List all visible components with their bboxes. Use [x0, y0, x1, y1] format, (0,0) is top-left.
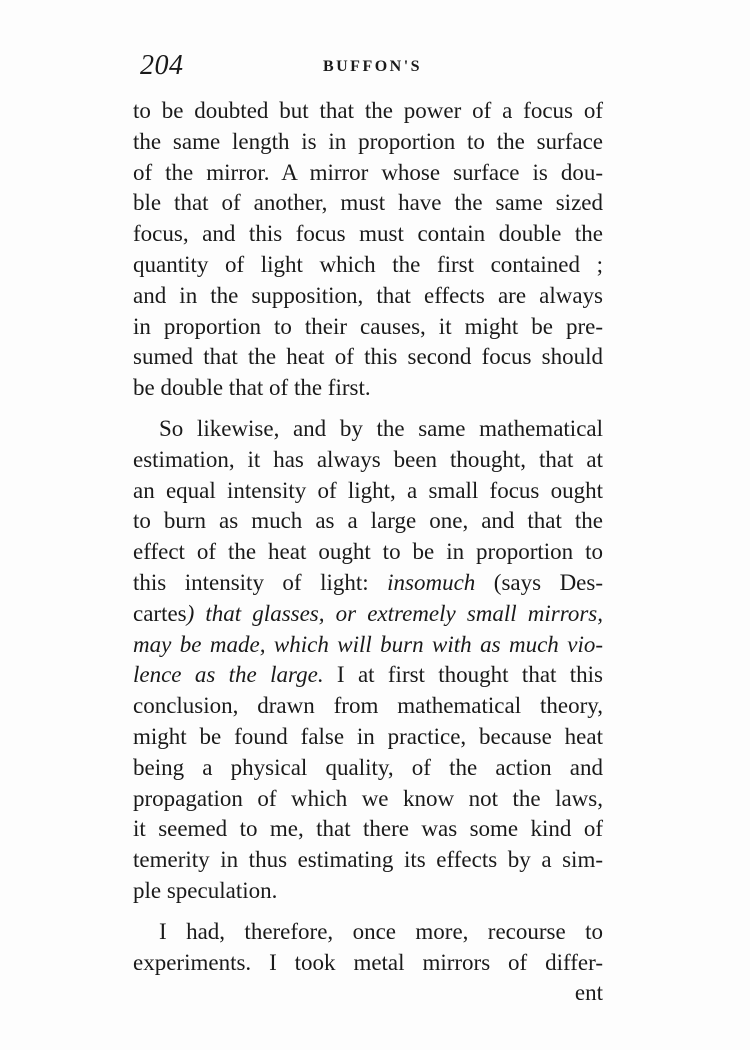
text-line: in proportion to their causes, it might be pre- [133, 313, 603, 339]
text-line [133, 660, 603, 691]
paragraph-gap [133, 907, 603, 917]
italic-run: lence as the large. [133, 662, 324, 688]
text-line: to burn as much as a large one, and that the [133, 508, 603, 534]
text-body [133, 96, 603, 978]
text-line [133, 599, 603, 630]
text-line: ple speculation. [133, 877, 278, 903]
text-run: this intensity of light: [133, 569, 388, 595]
text-line [133, 630, 603, 661]
text-line: might be found false in practice, because heat [133, 723, 603, 749]
text-line: sumed that the heat of this second focus should [133, 344, 603, 370]
italic-run: may be made, which will burn with as much vio- [133, 631, 603, 657]
italic-run: insomuch [387, 569, 476, 595]
text-run: (says Des- [475, 569, 603, 595]
text-line: conclusion, drawn from mathematical theory, [133, 693, 603, 719]
text-run: I at first thought that this [323, 662, 603, 688]
text-line: of the mirror. A mirror whose surface is dou- [133, 159, 603, 185]
text-line: and in the supposition, that effects are always [133, 282, 603, 308]
catchword: ent [574, 980, 603, 1005]
text-line: I had, therefore, once more, recourse to [159, 918, 603, 944]
text-run: cartes [133, 600, 187, 626]
paragraph [133, 414, 603, 907]
text-line [133, 568, 603, 599]
text-line: So likewise, and by the same mathematical [159, 415, 603, 441]
running-title: BUFFON'S [322, 58, 423, 75]
text-line: focus, and this focus must contain double the [133, 221, 603, 247]
text-line: quantity of light which the first contained ; [133, 251, 603, 277]
text-line: propagation of which we know not the laws, [133, 785, 603, 811]
page-number: 204 [140, 50, 184, 81]
text-line: be double that of the first. [133, 375, 371, 401]
text-line: it seemed to me, that there was some kind of [133, 816, 603, 842]
text-line: to be doubted but that the power of a focus of [133, 98, 603, 123]
text-line: effect of the heat ought to be in proportion to [133, 539, 603, 565]
paragraph [133, 96, 603, 404]
text-line: temerity in thus estimating its effects by a sim- [133, 847, 603, 873]
text-line: being a physical quality, of the action and [133, 754, 603, 780]
text-line: ble that of another, must have the same sized [133, 190, 603, 216]
italic-run: ) that glasses, or extremely small mirrors, [186, 600, 603, 626]
paragraph-gap [133, 404, 603, 414]
text-line: the same length is in proportion to the surface [133, 128, 603, 154]
text-line: an equal intensity of light, a small focus ought [133, 477, 603, 503]
paragraph [133, 917, 603, 979]
running-head [140, 50, 605, 90]
text-line: experiments. I took metal mirrors of differ- [133, 949, 603, 975]
text-line: estimation, it has always been thought, that at [133, 446, 603, 472]
